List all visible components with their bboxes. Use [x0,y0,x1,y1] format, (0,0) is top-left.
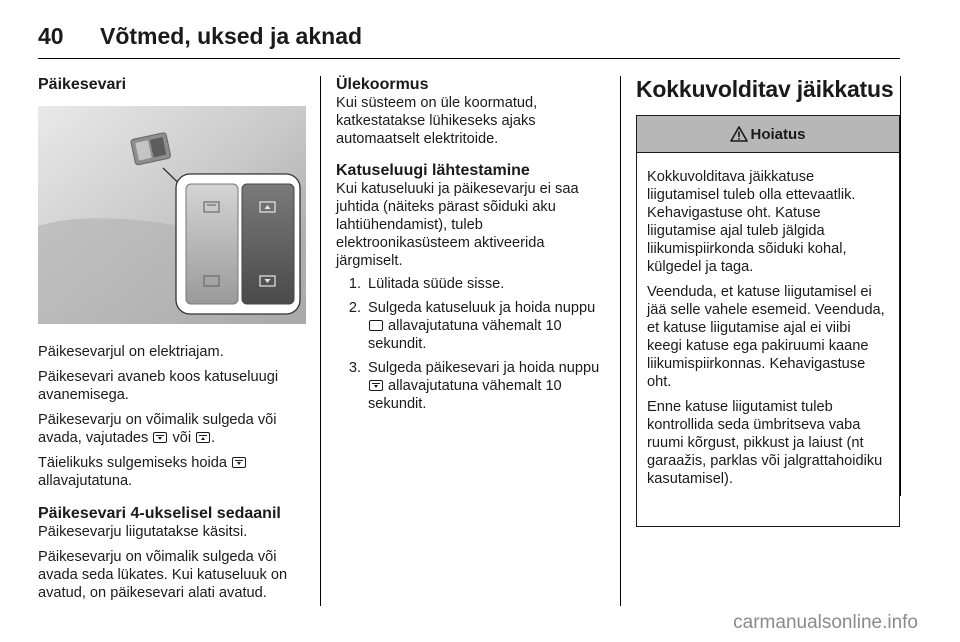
shade-open-icon [196,432,210,443]
shade-close-icon [369,380,383,391]
step-text: Lülitada süüde sisse. [368,276,505,292]
warning-text-2: Veenduda, et katuse liigutamisel ei jää selle vahele esemeid. Veenduda, et katuse liigutamise ajal ei viibi keegi katuse ega pakiruumi kaane liikumispiirkonnas. Kehavigastuse oht. [647,284,885,390]
warning-text-3: Enne katuse liigutamist tuleb kontrollida seda ümbritseva vaba ruumi kõrgust, pikkust ja laiust (nt garaažis, parklas või jalgrattahoidiku kasutamisel). [647,399,883,487]
header-rule [38,58,900,59]
step-text-after: allavajutatuna vähemalt 10 sekundit. [368,318,562,352]
column-divider-1 [320,76,321,606]
step-number: 1. [348,276,361,292]
subheading-sedan: Päikesevari 4-ukselisel sedaanil [38,505,281,522]
chapter-title: Võtmed, uksed ja aknad [100,22,363,49]
watermark: carmanualsonline.info [733,612,918,633]
sunshade-text-5: Päikesevarju liigutatakse käsitsi. [38,524,248,540]
list-item [336,359,606,413]
reset-steps-list [336,275,606,413]
sunshade-text-4 [38,454,306,490]
reset-text: Kui katuseluuki ja päikesevarju ei saa juhtida (näiteks pärast sõiduki aku lahtiühendamist), tuleb elektroonikasüsteem aktiveerida järgmiselt. [336,181,579,269]
warning-box [636,115,900,527]
column-divider-3 [900,76,901,496]
roof-button-icon [369,320,383,331]
column-hardtop [636,76,900,527]
step-text-before: Sulgeda katuseluuk ja hoida nuppu [368,300,596,316]
warning-header [637,116,899,153]
warning-body [637,153,899,488]
section-heading-hardtop: Kokkuvolditav jäikkatus [636,76,894,102]
sunshade-text-3a: Päikesevarju on võimalik sulgeda või avada, vajutades [38,412,277,446]
sunshade-text-3b: või [168,430,196,446]
step-number: 2. [348,300,361,316]
sunshade-switch-photo [38,106,306,324]
shade-close-icon [232,457,246,468]
section-heading-overload: Ülekoormus [336,76,429,93]
section-heading-reset: Katuseluugi lähtestamine [336,162,530,179]
page-header [38,16,362,56]
sunshade-text-2: Päikesevari avaneb koos katuseluugi avanemisega. [38,369,279,403]
list-item [336,275,606,293]
sunshade-text-4a: Täielikuks sulgemiseks hoida [38,455,232,471]
column-overload [336,76,606,419]
column-divider-2 [620,76,621,606]
sunshade-text-4b: allavajutatuna. [38,473,133,489]
list-item [336,299,606,353]
step-text-after: allavajutatuna vähemalt 10 sekundit. [368,378,562,412]
page-number: 40 [38,22,64,49]
warning-label: Hoiatus [750,125,806,143]
sunshade-text-6: Päikesevarju on võimalik sulgeda või avada seda lükates. Kui katuseluuk on avatud, on päikesevari alati avatud. [38,549,288,601]
warning-triangle-icon [730,126,748,142]
section-heading-sunshade: Päikesevari [38,76,127,93]
sunshade-text-3 [38,411,306,447]
column-sunshade [38,76,306,602]
step-text-before: Sulgeda päikesevari ja hoida nuppu [368,360,600,376]
sunshade-text-3c: . [211,430,216,446]
warning-text-1: Kokkuvolditava jäikkatuse liigutamisel tuleb olla ettevaatlik. Kehavigastuse oht. Katuse liigutamise ajal tuleb jälgida liikumispiirkonda sõiduki kohal, külgedel ja taga. [647,169,856,275]
step-number: 3. [348,360,361,376]
overload-text: Kui süsteem on üle koormatud, katkestatakse lühikeseks ajaks automaatselt elektritoide. [336,95,538,147]
step-text [368,299,606,353]
sunshade-text-1: Päikesevarjul on elektriajam. [38,344,224,360]
step-text [368,359,606,413]
shade-close-icon [153,432,167,443]
